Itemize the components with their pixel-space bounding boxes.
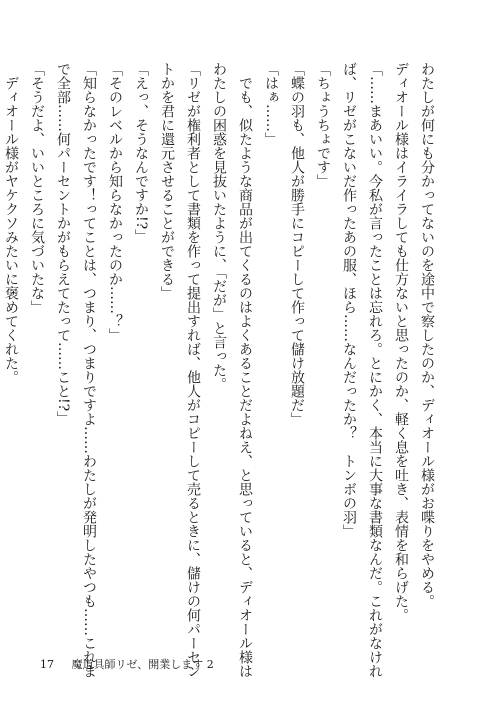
text-line-4: ば、リゼがこないだ作ったあの服、ほら……なんだったか？ トンボの羽」 xyxy=(341,62,357,538)
text-line-13: 「そのレベルから知らなかったのか……？」 xyxy=(107,62,123,342)
page-footer xyxy=(40,656,214,672)
page-number: 17 xyxy=(40,658,54,671)
text-line-17: ディオール様がヤケクソみたいに褒めてくれた。 xyxy=(3,62,19,384)
text-line-9: わたしの困惑を見抜いたように、「だが」と言った。 xyxy=(211,62,227,391)
text-line-8: でも、似たような商品が出てくるのはよくあることだよねえ、と思っていると、ディオール様は xyxy=(237,62,253,678)
book-title: 魔道具師リゼ、開業します 2 xyxy=(71,658,214,671)
text-line-2: ディオール様はイライラしても仕方ないと思ったのか、軽く息を吐き、表情を和らげた。 xyxy=(393,62,409,622)
text-line-15: で全部……何パーセントかがもらえてたって……こと!?」 xyxy=(55,62,71,426)
text-line-16: 「そうだよ、いいところに気づいたな」 xyxy=(29,62,45,314)
text-line-7: 「はぁ……」 xyxy=(263,62,279,146)
text-line-3: 「……まあいい。今私が言ったことは忘れろ。とにかく、本当に大事な書類なんだ。これがなけれ xyxy=(367,62,383,678)
text-line-5: 「ちょうちょです」 xyxy=(315,62,331,188)
text-line-14: 「知らなかったです！ってことは、つまり、つまりですよ……わたしが発明したやつも……これま xyxy=(81,62,97,678)
text-line-1: わたしが何にも分かってないのを途中で察したのか、ディオール様がお喋りをやめる。 xyxy=(419,62,435,608)
text-line-10: 「リゼが権利者として書類を作って提出すれば、他人がコピーして売るときに、儲けの何パーセン xyxy=(185,62,201,678)
text-line-6: 「蝶の羽も、他人が勝手にコピーして作って儲け放題だ」 xyxy=(289,62,305,426)
text-line-11: トかを君に還元させることができる」 xyxy=(159,62,175,300)
text-line-12: 「えっ、そうなんですか!?」 xyxy=(133,62,149,244)
